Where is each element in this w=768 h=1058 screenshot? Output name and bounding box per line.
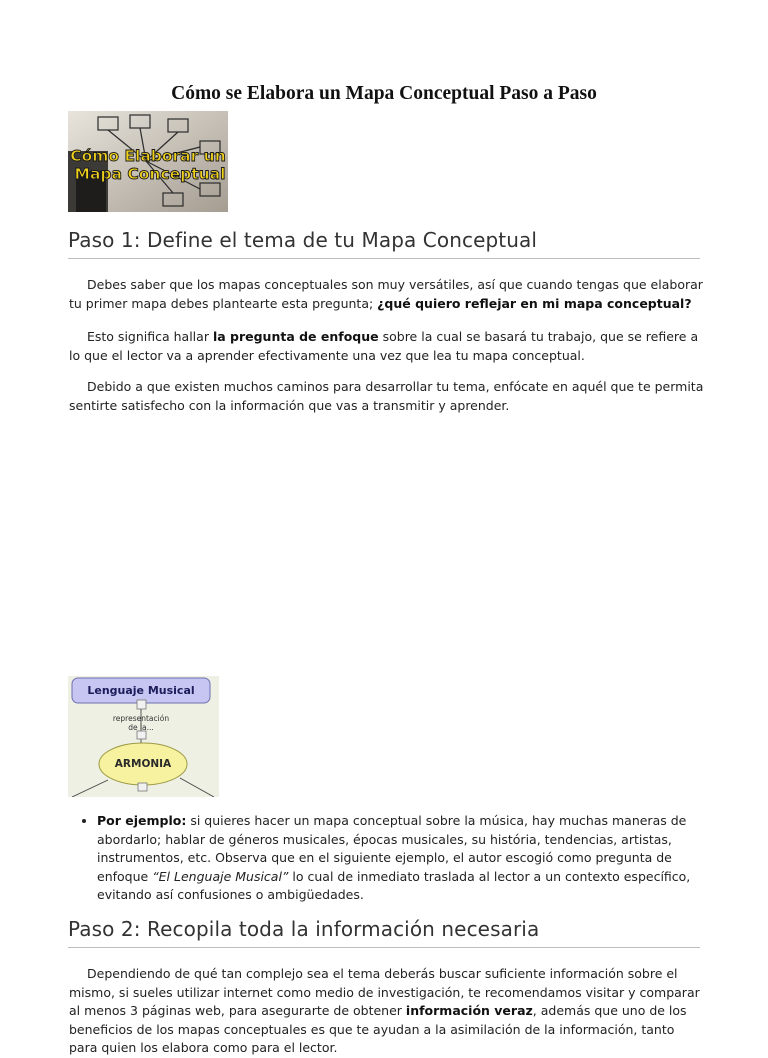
- list-item: [97, 812, 717, 905]
- example-focus-question: “El Lenguaje Musical”: [152, 868, 289, 884]
- section-heading-paso-1: Paso 1: Define el tema de tu Mapa Conceptual: [68, 228, 700, 259]
- diagram-node-armonia: ARMONIA: [114, 758, 172, 770]
- example-list: [79, 812, 717, 905]
- paragraph-2-emphasis: la pregunta de enfoque: [212, 329, 379, 344]
- example-text-start: si quieres hacer un mapa conceptual sobre la música, hay muchas maneras de abordarlo; hablar de géneros musicales, épocas musicales, su história, tendencias, artistas, instrumentos, etc. Observa que en el siguiente ejemplo, el autor escogió como pregunta de enfoque: [97, 813, 687, 884]
- paragraph-2: [69, 328, 704, 365]
- paragraph-2-text-end: sobre la cual se basará tu trabajo, que se refiere a lo que el lector va a aprender efectivamente una vez que lea tu mapa conceptual.: [69, 329, 699, 363]
- paragraph-1-emphasis: ¿qué quiero reflejar en mi mapa conceptual?: [377, 295, 692, 311]
- example-label: Por ejemplo:: [97, 813, 187, 828]
- paragraph-4: [69, 965, 704, 1058]
- paragraph-1: [69, 276, 704, 313]
- concept-map-illustration: [68, 111, 228, 212]
- paragraph-2-text-start: Esto significa hallar: [87, 329, 213, 344]
- hero-caption-line2: Mapa Conceptual: [74, 165, 226, 183]
- example-concept-map: [68, 676, 219, 797]
- paragraph-3: Debido a que existen muchos caminos para desarrollar tu tema, enfócate en aquél que te permita sentirte satisfecho con la información que vas a transmitir y aprender.: [69, 379, 704, 413]
- diagram-link-label-1: representación: [112, 714, 170, 723]
- diagram-link-label-2: de la...: [128, 723, 154, 732]
- paragraph-4-text-start: Dependiendo de qué tan complejo sea el tema deberás buscar suficiente información sobre el mismo, si sueles utilizar internet como medio de investigación, te recomendamos visitar y comparar al menos 3 páginas web, para asegurarte de obtener: [69, 966, 700, 1018]
- paragraph-4-emphasis: información veraz: [405, 1003, 533, 1018]
- section-heading-paso-2: Paso 2: Recopila toda la información necesaria: [68, 917, 700, 948]
- page-title: Cómo se Elabora un Mapa Conceptual Paso a Paso: [171, 83, 597, 104]
- concept-map-diagram: [68, 676, 219, 797]
- hero-caption-line1: Cómo Elaborar un: [70, 147, 226, 165]
- example-text-end: lo cual de inmediato traslada al lector a un contexto específico, evitando así confusiones o ambigüedades.: [97, 868, 691, 902]
- paragraph-4-text-end: , además que uno de los beneficios de los mapas conceptuales es que te ayudan a la asimilación de la información, tanto para quien los elabora como para el lector.: [69, 1003, 687, 1055]
- hero-image: [68, 111, 228, 212]
- paragraph-1-text: Debes saber que los mapas conceptuales son muy versátiles, así que cuando tengas que elaborar tu primer mapa debes plantearte esta pregunta;: [69, 277, 703, 311]
- diagram-top-node: Lenguaje Musical: [87, 684, 195, 697]
